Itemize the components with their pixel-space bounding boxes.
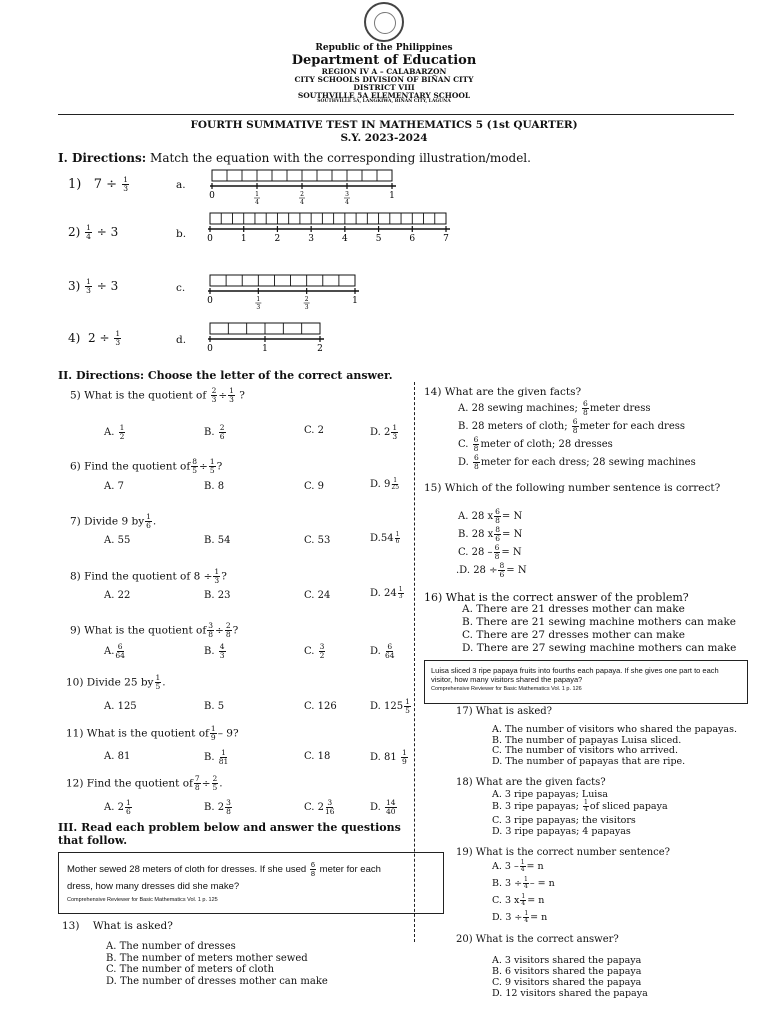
- q13-option-a[interactable]: A. The number of dresses: [106, 941, 236, 952]
- problem-2-text: Luisa sliced 3 ripe papaya fruits into fourths each papaya. If she gives one part to each visitor, how many visitors shared the papaya?: [431, 666, 719, 684]
- part2-heading: II. Directions: Choose the letter of the correct answer.: [58, 369, 393, 382]
- q6-option-c[interactable]: C. 9: [304, 481, 325, 492]
- q14-option-b[interactable]: B. 28 meters of cloth; $\frac{6}{8}$ meter for each dress: [458, 417, 686, 435]
- q15-option-a[interactable]: A. 28 x $\frac{6}{8}$ = N: [458, 507, 523, 525]
- q11-option-b[interactable]: B. $\frac{1}{81}$: [204, 748, 229, 766]
- q5-option-c[interactable]: C. 2: [304, 425, 325, 436]
- q12-option-a[interactable]: A. 2 $\frac{1}{6}$: [104, 798, 131, 816]
- match-letter-c: c.: [176, 282, 186, 294]
- tick-label: 1: [352, 296, 358, 306]
- q7-option-c[interactable]: C. 53: [304, 535, 331, 546]
- tick-label-denominator: 3: [256, 304, 261, 311]
- problem-1-citation: Comprehensive Reviewer for Basic Mathematics Vol. 1 p. 125: [67, 897, 218, 903]
- tick-label-numerator: 2: [300, 191, 304, 198]
- item-num: 1): [68, 177, 82, 192]
- q18-option-b[interactable]: B. 3 ripe papayas; $\frac{1}{4}$ of sliced papaya: [492, 799, 668, 813]
- q12-option-b[interactable]: B. 2 $\frac{3}{8}$: [204, 798, 231, 816]
- q15-option-b[interactable]: B. 28 x $\frac{8}{6}$ = N: [458, 525, 523, 543]
- q8-option-d[interactable]: D. 24 $\frac{1}{3}$: [370, 586, 403, 600]
- q20-option-d[interactable]: D. 12 visitors shared the papaya: [492, 988, 648, 999]
- tick-label: 3: [308, 234, 315, 244]
- match-letter-b: b.: [176, 228, 187, 240]
- match-item-3: 3) $\frac{1}{3}$ ÷ 3: [68, 277, 119, 295]
- tick-label: 6: [409, 234, 416, 244]
- q6-option-d[interactable]: D. 9 $\frac{1}{25}$: [370, 477, 400, 491]
- problem-1-line-1: Mother sewed 28 meters of cloth for dresses. If she used $\frac{6}{8}$ meter for each: [67, 860, 381, 878]
- q11-option-d[interactable]: D. 81 $\frac{1}{9}$: [370, 748, 407, 766]
- question-11: 11) What is the quotient of $\frac{1}{9}$ – 9?: [66, 724, 239, 742]
- q18-option-d[interactable]: D. 3 ripe papayas; 4 papayas: [492, 826, 631, 837]
- problem-1-line-2: dress, how many dresses did she make?: [67, 881, 240, 892]
- q10-option-c[interactable]: C. 126: [304, 701, 337, 712]
- q11-option-c[interactable]: C. 18: [304, 751, 331, 762]
- q11-option-a[interactable]: A. 81: [104, 751, 131, 762]
- item-whole: 7: [93, 177, 103, 192]
- tick-label-numerator: 3: [345, 191, 349, 198]
- q5-option-a[interactable]: A. $\frac{1}{2}$: [104, 423, 125, 441]
- q14-option-a[interactable]: A. 28 sewing machines; $\frac{6}{8}$ meter dress: [458, 399, 651, 417]
- tick-label-numerator: 2: [304, 296, 309, 303]
- q7-option-a[interactable]: A. 55: [104, 535, 131, 546]
- part3-heading: III. Read each problem below and answer the questions that follow.: [58, 821, 401, 847]
- q16-option-d[interactable]: D. There are 27 sewing machine mothers can make: [462, 642, 737, 654]
- q12-option-d[interactable]: D. $\frac{14}{40}$: [370, 798, 396, 816]
- q20-option-a[interactable]: A. 3 visitors shared the papaya: [492, 955, 642, 966]
- q20-option-c[interactable]: C. 9 visitors shared the papaya: [492, 977, 642, 988]
- q10-option-d[interactable]: D. 125 $\frac{1}{5}$: [370, 697, 410, 715]
- part1-directions: [58, 151, 531, 165]
- q9-option-b[interactable]: B. $\frac{4}{3}$: [204, 642, 225, 660]
- header-address: SOUTHVILLE 5A, LANGKIWA, BIÑAN CITY, LAGUNA: [317, 99, 451, 104]
- model-c: [207, 275, 359, 311]
- question-6: 6) Find the quotient of $\frac{8}{5}$ ÷ $\frac{1}{5}$ ?: [70, 457, 223, 475]
- q20-option-b[interactable]: B. 6 visitors shared the papaya: [492, 966, 642, 977]
- q10-option-b[interactable]: B. 5: [204, 701, 225, 712]
- school-year: S.Y. 2023-2024: [340, 132, 428, 144]
- question-14: 14) What are the given facts?: [424, 386, 582, 398]
- q16-option-a[interactable]: A. There are 21 dresses mother can make: [462, 603, 685, 615]
- question-16: 16) What is the correct answer of the problem?: [424, 591, 689, 604]
- tick-label: 1: [240, 234, 247, 244]
- q5-option-b[interactable]: B. $\frac{2}{6}$: [204, 423, 225, 441]
- q16-option-b[interactable]: B. There are 21 sewing machine mothers can make: [462, 616, 737, 628]
- model-d: [207, 323, 324, 354]
- part1-instruction: Match the equation with the corresponding illustration/model.: [150, 151, 531, 165]
- q6-option-b[interactable]: B. 8: [204, 481, 225, 492]
- q19-option-b[interactable]: B. 3 ÷ $\frac{1}{4}$ – = n: [492, 876, 555, 890]
- q5-option-d[interactable]: D. 2 $\frac{1}{3}$: [370, 423, 398, 441]
- q9-option-c[interactable]: C. $\frac{3}{2}$: [304, 642, 325, 660]
- q19-option-a[interactable]: A. 3 – $\frac{1}{4}$ = n: [492, 859, 544, 873]
- tick-label-denominator: 3: [304, 304, 309, 311]
- header-district: DISTRICT VIII: [353, 83, 415, 92]
- deped-seal: [364, 2, 404, 42]
- q17-option-d[interactable]: D. The number of papayas that are ripe.: [492, 755, 686, 767]
- q19-option-d[interactable]: D. 3 ÷ $\frac{1}{4}$ = n: [492, 910, 548, 924]
- tick-label: 0: [207, 234, 213, 244]
- tick-label: 5: [375, 234, 382, 244]
- tick-label: 0: [209, 191, 215, 201]
- model-bar: [210, 275, 355, 286]
- q10-option-a[interactable]: A. 125: [104, 701, 137, 712]
- question-18: 18) What are the given facts?: [456, 777, 606, 788]
- match-item-2: 2) $\frac{1}{4}$ ÷ 3: [68, 223, 119, 241]
- question-19: 19) What is the correct number sentence?: [456, 847, 671, 858]
- match-item-4: 4) 2 ÷ $\frac{1}{3}$: [68, 329, 121, 347]
- number-line-models: [200, 165, 460, 365]
- q19-option-c[interactable]: C. 3 x $\frac{1}{4}$ = n: [492, 893, 545, 907]
- header-region: REGION IV A – CALABARZON: [321, 67, 447, 76]
- part1-heading: I. Directions:: [58, 151, 147, 165]
- question-8: 8) Find the quotient of 8 ÷ $\frac{1}{3}$ ?: [70, 567, 227, 585]
- tick-label-numerator: 1: [255, 191, 259, 198]
- question-9: 9) What is the quotient of $\frac{3}{8}$ ÷ $\frac{2}{8}$ ?: [70, 621, 239, 639]
- q15-option-d[interactable]: .D. 28 ÷ $\frac{8}{6}$ = N: [456, 561, 527, 579]
- q13-options: [106, 941, 328, 987]
- q13-option-c[interactable]: C. The number of meters of cloth: [106, 964, 275, 975]
- question-15: 15) Which of the following number sentence is correct?: [424, 482, 721, 494]
- tick-label: 0: [207, 296, 213, 306]
- question-20: 20) What is the correct answer?: [456, 934, 619, 945]
- q16-options: [462, 603, 736, 655]
- q16-option-c[interactable]: C. There are 27 dresses mother can make: [462, 629, 685, 641]
- question-12: 12) Find the quotient of $\frac{7}{8}$ ÷ $\frac{2}{5}$ .: [66, 774, 223, 792]
- q18-option-c[interactable]: C. 3 ripe papayas; the visitors: [492, 815, 636, 826]
- q18-option-a[interactable]: A. 3 ripe papayas; Luisa: [492, 789, 608, 800]
- tick-label: 4: [341, 234, 348, 244]
- match-letter-d: d.: [176, 334, 187, 346]
- q6-option-a[interactable]: A. 7: [104, 481, 124, 492]
- q8-option-c[interactable]: C. 24: [304, 590, 331, 601]
- model-b: [207, 213, 450, 244]
- q14-option-c[interactable]: C. $\frac{6}{8}$ meter of cloth; 28 dresses: [458, 435, 613, 453]
- match-item-1: [68, 176, 130, 193]
- q8-option-a[interactable]: A. 22: [104, 590, 131, 601]
- q13-option-b[interactable]: B. The number of meters mother sewed: [106, 952, 308, 964]
- q9-option-a[interactable]: A. $\frac{6}{64}$: [104, 642, 125, 660]
- item-op: ÷: [106, 177, 118, 192]
- q13-option-d[interactable]: D. The number of dresses mother can make: [106, 975, 328, 987]
- q12-option-c[interactable]: C. 2 $\frac{3}{16}$: [304, 798, 335, 816]
- tick-label-denominator: 4: [345, 199, 349, 206]
- model-bar: [210, 213, 446, 224]
- model-a: [209, 170, 396, 206]
- q8-option-b[interactable]: B. 23: [204, 590, 231, 601]
- tick-label: 0: [207, 344, 213, 354]
- column-divider: [414, 382, 415, 942]
- tick-label: 2: [317, 344, 323, 354]
- tick-label: 7: [443, 234, 449, 244]
- header-school: SOUTHVILLE 5A ELEMENTARY SCHOOL: [297, 91, 471, 100]
- q17-option-c[interactable]: C. The number of visitors who arrived.: [492, 745, 678, 756]
- tick-label-numerator: 1: [256, 296, 261, 303]
- header-division: CITY SCHOOLS DIVISION OF BIÑAN CITY: [294, 75, 474, 84]
- q14-option-d[interactable]: D. $\frac{6}{8}$ meter for each dress; 28 sewing machines: [458, 453, 696, 471]
- question-10: 10) Divide 25 by $\frac{1}{5}$ .: [66, 673, 166, 691]
- match-letter-a: a.: [176, 179, 186, 191]
- problem-2-citation: Comprehensive Reviewer for Basic Mathematics Vol. 1 p. 126: [431, 686, 582, 692]
- tick-label-denominator: 4: [300, 199, 304, 206]
- tick-label: 2: [274, 234, 281, 244]
- header-rule: [58, 114, 734, 115]
- tick-label: 1: [262, 344, 268, 354]
- q17-options: [492, 725, 737, 767]
- problem-box-2: [424, 660, 748, 704]
- q9-option-d[interactable]: D. $\frac{6}{64}$: [370, 642, 395, 660]
- tick-label-denominator: 4: [255, 199, 259, 206]
- question-17: 17) What is asked?: [456, 706, 553, 717]
- q15-option-c[interactable]: C. 28 – $\frac{6}{8}$ = N: [458, 543, 522, 561]
- q7-option-b[interactable]: B. 54: [204, 535, 231, 546]
- q20-options: [492, 955, 648, 999]
- header-republic: Republic of the Philippines: [315, 43, 453, 53]
- q7-option-d[interactable]: D.54 $\frac{1}{6}$: [370, 531, 400, 545]
- q17-option-a[interactable]: A. The number of visitors who shared the papayas.: [492, 724, 737, 735]
- item-fraction: $\frac{1}{3}$: [123, 175, 128, 193]
- header-department: Department of Education: [291, 53, 477, 68]
- tick-label: 1: [389, 191, 395, 201]
- question-5: 5) What is the quotient of $\frac{2}{3}$ ÷ $\frac{1}{3}$ ?: [70, 386, 245, 404]
- question-7: 7) Divide 9 by $\frac{1}{6}$ .: [70, 512, 157, 530]
- problem-box-1: [58, 852, 444, 914]
- test-title: FOURTH SUMMATIVE TEST IN MATHEMATICS 5 (1st QUARTER): [190, 119, 578, 131]
- question-13: 13) What is asked?: [62, 920, 173, 932]
- q17-option-b[interactable]: B. The number of papayas Luisa sliced.: [492, 734, 682, 746]
